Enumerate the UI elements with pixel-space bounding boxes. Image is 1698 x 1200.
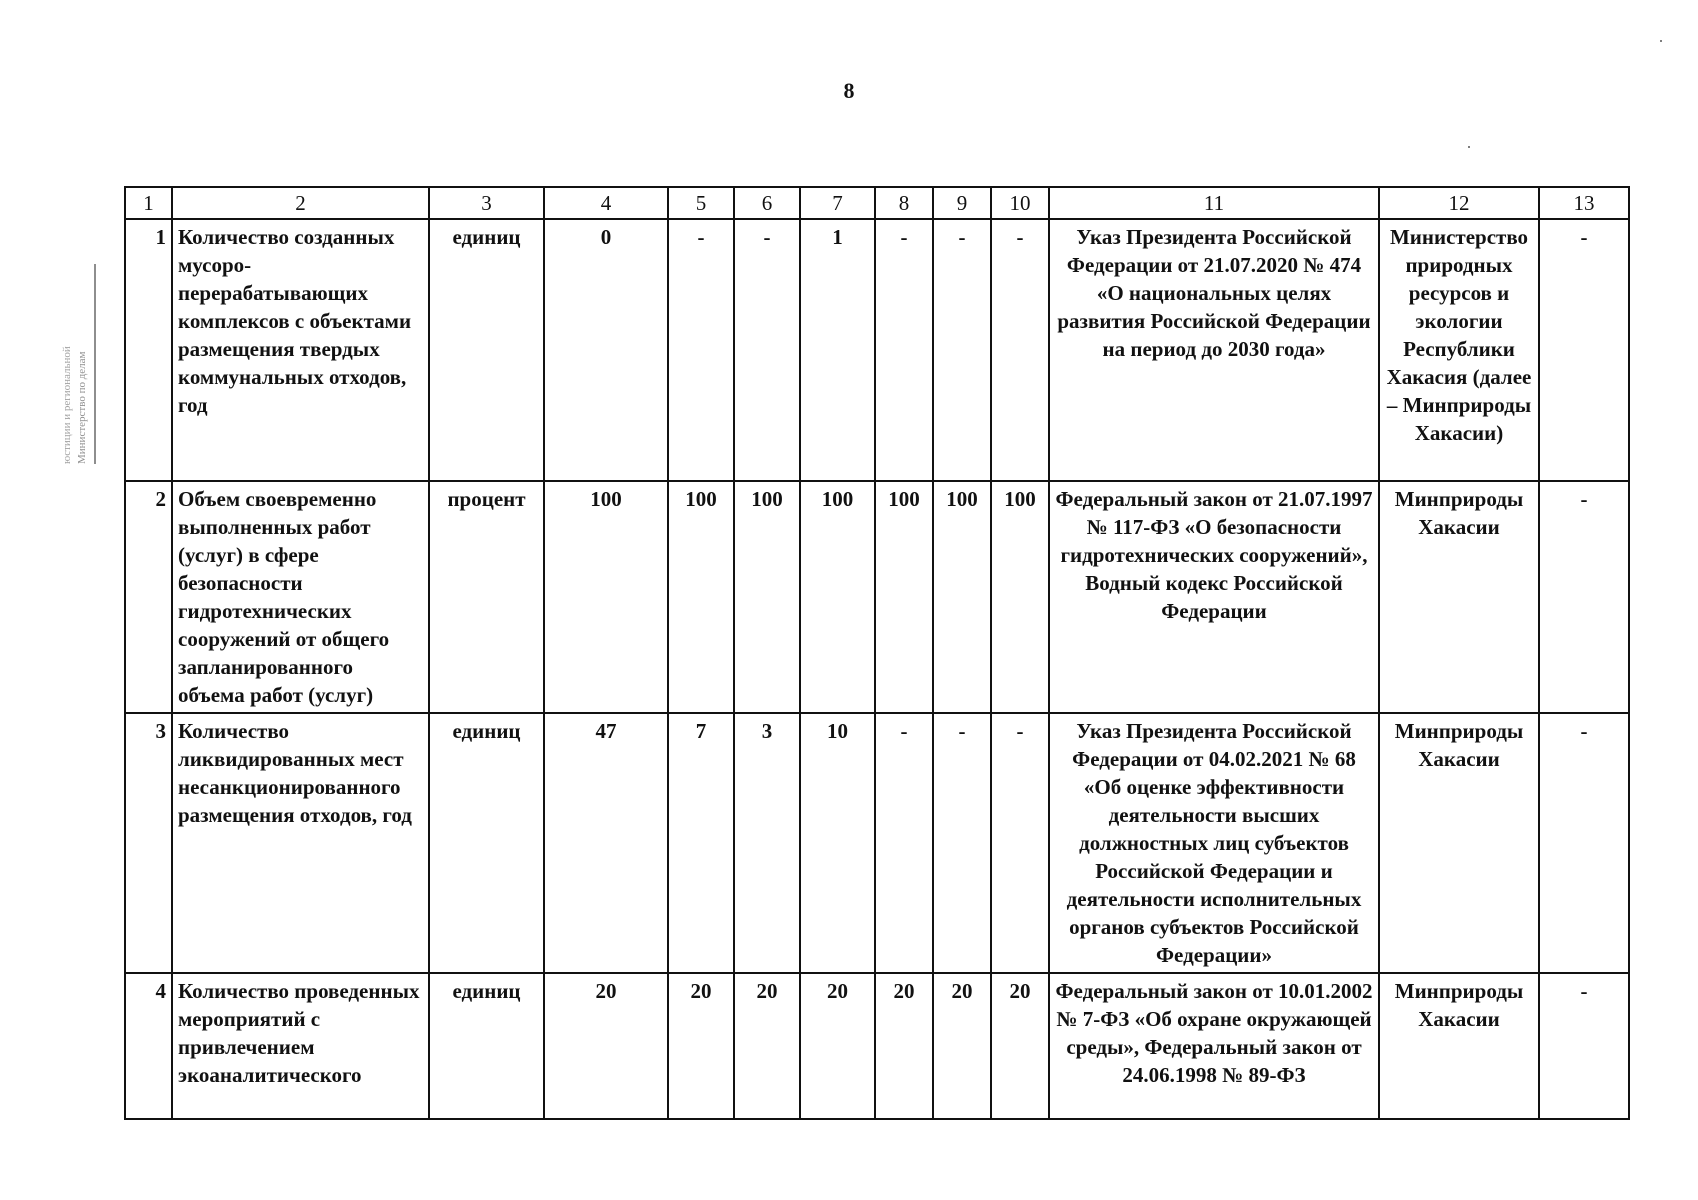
indicator-name: Объем своевременно выполненных работ (услуг) в сфере безопасности гидротехнических сооружений от общего запланированного объема работ (услуг) — [172, 481, 429, 713]
header-row — [125, 187, 1629, 219]
value-cell: 20 — [933, 973, 991, 1119]
value-cell: - — [991, 713, 1049, 973]
header-cell: 11 — [1049, 187, 1379, 219]
scan-speck — [1468, 146, 1470, 148]
table-row — [125, 481, 1629, 713]
row-number: 3 — [125, 713, 172, 973]
indicator-name: Количество проведенных мероприятий с привлечением экоаналитического — [172, 973, 429, 1119]
unit-cell: единиц — [429, 713, 544, 973]
value-cell: - — [1539, 219, 1629, 481]
value-cell: - — [1539, 713, 1629, 973]
value-cell: - — [933, 713, 991, 973]
header-cell: 12 — [1379, 187, 1539, 219]
table-row — [125, 219, 1629, 481]
unit-cell: единиц — [429, 973, 544, 1119]
header-cell: 6 — [734, 187, 800, 219]
value-cell: 20 — [991, 973, 1049, 1119]
unit-cell: процент — [429, 481, 544, 713]
basis-document: Указ Президента Российской Федерации от 04.02.2021 № 68 «Об оценке эффективности деятельности высших должностных лиц субъектов Российской Федерации и деятельности исполнительных органов субъектов Российской Федерации» — [1049, 713, 1379, 973]
margin-stamp-line-1: Министерство по делам — [76, 351, 88, 464]
header-cell: 1 — [125, 187, 172, 219]
value-cell: 0 — [544, 219, 668, 481]
row-number: 2 — [125, 481, 172, 713]
responsible-body: Минприроды Хакасии — [1379, 973, 1539, 1119]
value-cell: - — [875, 713, 933, 973]
page-number: 8 — [843, 78, 855, 103]
unit-cell: единиц — [429, 219, 544, 481]
value-cell: - — [734, 219, 800, 481]
value-cell: - — [1539, 481, 1629, 713]
responsible-body: Минприроды Хакасии — [1379, 713, 1539, 973]
indicator-name: Количество созданных мусоро-перерабатывающих комплексов с объектами размещения твердых коммунальных отходов, год — [172, 219, 429, 481]
value-cell: 3 — [734, 713, 800, 973]
header-cell: 13 — [1539, 187, 1629, 219]
value-cell: 20 — [668, 973, 734, 1119]
value-cell: 20 — [800, 973, 875, 1119]
value-cell: 100 — [544, 481, 668, 713]
basis-document: Федеральный закон от 10.01.2002 № 7-ФЗ «Об охране окружающей среды», Федеральный закон от 24.06.1998 № 89-ФЗ — [1049, 973, 1379, 1119]
table-row — [125, 973, 1629, 1119]
header-cell: 9 — [933, 187, 991, 219]
value-cell: - — [933, 219, 991, 481]
scan-speck — [1660, 40, 1662, 42]
header-cell: 7 — [800, 187, 875, 219]
value-cell: - — [991, 219, 1049, 481]
header-cell: 2 — [172, 187, 429, 219]
indicator-name: Количество ликвидированных мест несанкционированного размещения отходов, год — [172, 713, 429, 973]
value-cell: 20 — [734, 973, 800, 1119]
value-cell: 100 — [668, 481, 734, 713]
margin-stamp — [54, 258, 100, 468]
value-cell: - — [875, 219, 933, 481]
responsible-body: Минприроды Хакасии — [1379, 481, 1539, 713]
row-number: 4 — [125, 973, 172, 1119]
value-cell: 10 — [800, 713, 875, 973]
value-cell: 100 — [800, 481, 875, 713]
basis-document: Федеральный закон от 21.07.1997 № 117-ФЗ «О безопасности гидротехнических сооружений», Водный кодекс Российской Федерации — [1049, 481, 1379, 713]
value-cell: 100 — [734, 481, 800, 713]
value-cell: 20 — [875, 973, 933, 1119]
header-cell: 5 — [668, 187, 734, 219]
value-cell: 1 — [800, 219, 875, 481]
value-cell: 7 — [668, 713, 734, 973]
table-row — [125, 713, 1629, 973]
header-cell: 10 — [991, 187, 1049, 219]
value-cell: 100 — [991, 481, 1049, 713]
value-cell: 100 — [933, 481, 991, 713]
header-cell: 8 — [875, 187, 933, 219]
basis-document: Указ Президента Российской Федерации от 21.07.2020 № 474 «О национальных целях развития Российской Федерации на период до 2030 года» — [1049, 219, 1379, 481]
value-cell: - — [1539, 973, 1629, 1119]
value-cell: 47 — [544, 713, 668, 973]
margin-stamp-line-2: юстиции и региональной — [61, 346, 73, 464]
indicators-table — [124, 186, 1630, 1120]
responsible-body: Министерство природных ресурсов и экологии Республики Хакасия (далее – Минприроды Хакасии) — [1379, 219, 1539, 481]
header-cell: 3 — [429, 187, 544, 219]
value-cell: 100 — [875, 481, 933, 713]
value-cell: 20 — [544, 973, 668, 1119]
value-cell: - — [668, 219, 734, 481]
header-cell: 4 — [544, 187, 668, 219]
row-number: 1 — [125, 219, 172, 481]
margin-stamp-graphic — [54, 258, 100, 468]
